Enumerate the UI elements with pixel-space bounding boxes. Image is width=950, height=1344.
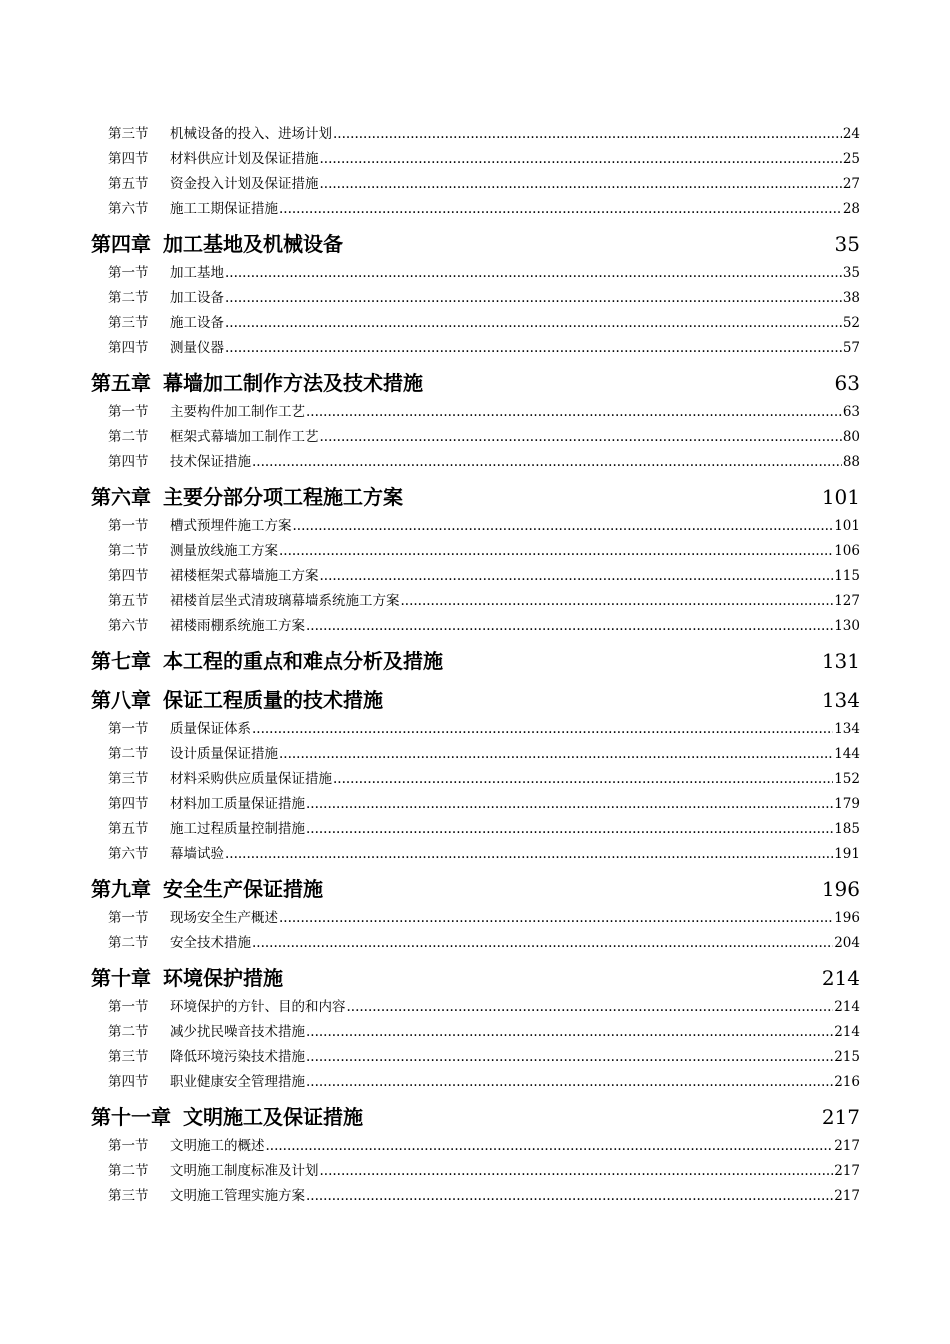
toc-section-entry[interactable] <box>108 516 860 536</box>
dot-leader <box>225 263 842 283</box>
page-number: 216 <box>834 1074 860 1090</box>
dot-leader <box>252 452 842 472</box>
page-number: 127 <box>834 593 860 609</box>
page-number: 214 <box>834 999 860 1015</box>
page-number: 134 <box>821 688 860 712</box>
page-number: 179 <box>834 796 860 812</box>
toc-section-entry[interactable] <box>108 124 860 144</box>
section-number: 第六节 <box>108 201 149 217</box>
toc-section-entry[interactable] <box>108 616 860 636</box>
page-number: 144 <box>834 746 860 762</box>
dot-leader <box>401 591 834 611</box>
section-number: 第四节 <box>108 796 149 812</box>
toc-chapter-entry[interactable] <box>91 875 860 903</box>
toc-section-entry[interactable] <box>108 566 860 586</box>
chapter-title: 主要分部分项工程施工方案 <box>163 485 403 509</box>
section-number: 第五节 <box>108 593 149 609</box>
dot-leader <box>252 719 833 739</box>
page-number: 80 <box>842 429 860 445</box>
toc-chapter-entry[interactable] <box>91 647 860 675</box>
page-number: 106 <box>834 543 860 559</box>
page-number: 196 <box>821 877 860 901</box>
toc-section-entry[interactable] <box>108 908 860 928</box>
section-number: 第三节 <box>108 1049 149 1065</box>
page-number: 52 <box>842 315 860 331</box>
chapter-number: 第十一章 <box>91 1105 171 1129</box>
chapter-title: 安全生产保证措施 <box>163 877 323 901</box>
page-number: 25 <box>842 151 860 167</box>
toc-section-entry[interactable] <box>108 263 860 283</box>
section-title: 文明施工的概述 <box>170 1138 265 1154</box>
dot-leader <box>225 338 842 358</box>
toc-section-entry[interactable] <box>108 769 860 789</box>
section-number: 第二节 <box>108 290 149 306</box>
page-number: 185 <box>834 821 860 837</box>
toc-chapter-entry[interactable] <box>91 483 860 511</box>
page-number: 63 <box>842 404 860 420</box>
dot-leader <box>320 149 842 169</box>
page-number: 101 <box>821 485 860 509</box>
section-number: 第四节 <box>108 454 149 470</box>
toc-section-entry[interactable] <box>108 427 860 447</box>
page-number: 35 <box>834 232 860 256</box>
page-number: 217 <box>834 1138 860 1154</box>
section-title: 设计质量保证措施 <box>170 746 278 762</box>
section-number: 第二节 <box>108 1163 149 1179</box>
section-title: 质量保证体系 <box>170 721 251 737</box>
section-title: 职业健康安全管理措施 <box>170 1074 305 1090</box>
chapter-number: 第七章 <box>91 649 151 673</box>
section-number: 第二节 <box>108 429 149 445</box>
section-title: 裙楼雨棚系统施工方案 <box>170 618 305 634</box>
section-title: 施工工期保证措施 <box>170 201 278 217</box>
toc-section-entry[interactable] <box>108 819 860 839</box>
section-number: 第一节 <box>108 1138 149 1154</box>
page-number: 215 <box>834 1049 860 1065</box>
chapter-number: 第五章 <box>91 371 151 395</box>
section-title: 技术保证措施 <box>170 454 251 470</box>
section-number: 第一节 <box>108 910 149 926</box>
section-title: 资金投入计划及保证措施 <box>170 176 319 192</box>
page-number: 134 <box>834 721 860 737</box>
toc-section-entry[interactable] <box>108 1072 860 1092</box>
section-number: 第一节 <box>108 721 149 737</box>
dot-leader <box>306 616 833 636</box>
dot-leader <box>306 402 842 422</box>
dot-leader <box>279 744 833 764</box>
page-number: 217 <box>834 1188 860 1204</box>
section-number: 第四节 <box>108 151 149 167</box>
chapter-title: 环境保护措施 <box>163 966 283 990</box>
section-number: 第五节 <box>108 821 149 837</box>
dot-leader <box>306 794 833 814</box>
chapter-number: 第六章 <box>91 485 151 509</box>
page-number: 28 <box>842 201 860 217</box>
toc-section-entry[interactable] <box>108 844 860 864</box>
section-title: 施工设备 <box>170 315 224 331</box>
dot-leader <box>225 844 833 864</box>
dot-leader <box>306 1047 833 1067</box>
section-number: 第二节 <box>108 543 149 559</box>
dot-leader <box>333 769 833 789</box>
toc-section-entry[interactable] <box>108 997 860 1017</box>
page-number: 217 <box>834 1163 860 1179</box>
toc-section-entry[interactable] <box>108 1186 860 1206</box>
section-title: 材料供应计划及保证措施 <box>170 151 319 167</box>
toc-section-entry[interactable] <box>108 541 860 561</box>
section-title: 加工设备 <box>170 290 224 306</box>
page-number: 38 <box>842 290 860 306</box>
toc-section-entry[interactable] <box>108 402 860 422</box>
toc-section-entry[interactable] <box>108 591 860 611</box>
page-number: 57 <box>842 340 860 356</box>
section-title: 框架式幕墙加工制作工艺 <box>170 429 319 445</box>
dot-leader <box>306 819 833 839</box>
section-title: 环境保护的方针、目的和内容 <box>170 999 346 1015</box>
section-number: 第一节 <box>108 404 149 420</box>
toc-section-entry[interactable] <box>108 1022 860 1042</box>
section-number: 第一节 <box>108 999 149 1015</box>
page-number: 63 <box>834 371 860 395</box>
page-number: 35 <box>842 265 860 281</box>
section-number: 第三节 <box>108 1188 149 1204</box>
section-number: 第三节 <box>108 126 149 142</box>
toc-chapter-entry[interactable] <box>91 964 860 992</box>
toc-section-entry[interactable] <box>108 744 860 764</box>
toc-chapter-entry[interactable] <box>91 369 860 397</box>
dot-leader <box>320 1161 834 1181</box>
section-number: 第二节 <box>108 935 149 951</box>
dot-leader <box>266 1136 834 1156</box>
dot-leader <box>279 541 833 561</box>
toc-chapter-entry[interactable] <box>91 1103 860 1131</box>
section-title: 测量仪器 <box>170 340 224 356</box>
toc-section-entry[interactable] <box>108 933 860 953</box>
section-number: 第二节 <box>108 1024 149 1040</box>
dot-leader <box>279 199 842 219</box>
section-title: 降低环境污染技术措施 <box>170 1049 305 1065</box>
page-number: 115 <box>834 568 860 584</box>
page-number: 24 <box>842 126 860 142</box>
dot-leader <box>333 124 842 144</box>
page-number: 130 <box>834 618 860 634</box>
section-title: 测量放线施工方案 <box>170 543 278 559</box>
dot-leader <box>320 427 842 447</box>
toc-section-entry[interactable] <box>108 1136 860 1156</box>
chapter-number: 第十章 <box>91 966 151 990</box>
section-title: 材料加工质量保证措施 <box>170 796 305 812</box>
toc-section-entry[interactable] <box>108 338 860 358</box>
section-title: 机械设备的投入、进场计划 <box>170 126 332 142</box>
toc-section-entry[interactable] <box>108 1161 860 1181</box>
toc-section-entry[interactable] <box>108 794 860 814</box>
page-number: 88 <box>842 454 860 470</box>
dot-leader <box>225 288 842 308</box>
page-number: 214 <box>834 1024 860 1040</box>
toc-section-entry[interactable] <box>108 174 860 194</box>
dot-leader <box>225 313 842 333</box>
toc-section-entry[interactable] <box>108 288 860 308</box>
page-number: 101 <box>834 518 860 534</box>
section-title: 材料采购供应质量保证措施 <box>170 771 332 787</box>
chapter-number: 第四章 <box>91 232 151 256</box>
section-title: 幕墙试验 <box>170 846 224 862</box>
section-title: 加工基地 <box>170 265 224 281</box>
page-number: 131 <box>821 649 860 673</box>
page-number: 191 <box>834 846 860 862</box>
dot-leader <box>320 174 842 194</box>
chapter-title: 幕墙加工制作方法及技术措施 <box>163 371 423 395</box>
toc-section-entry[interactable] <box>108 719 860 739</box>
section-number: 第四节 <box>108 568 149 584</box>
chapter-title: 文明施工及保证措施 <box>183 1105 363 1129</box>
toc-chapter-entry[interactable] <box>91 686 860 714</box>
chapter-title: 本工程的重点和难点分析及措施 <box>163 649 443 673</box>
dot-leader <box>306 1022 833 1042</box>
dot-leader <box>347 997 834 1017</box>
section-title: 文明施工制度标准及计划 <box>170 1163 319 1179</box>
section-number: 第六节 <box>108 618 149 634</box>
toc-section-entry[interactable] <box>108 452 860 472</box>
section-number: 第一节 <box>108 265 149 281</box>
section-title: 主要构件加工制作工艺 <box>170 404 305 420</box>
section-title: 安全技术措施 <box>170 935 251 951</box>
chapter-title: 保证工程质量的技术措施 <box>163 688 383 712</box>
page-number: 204 <box>834 935 860 951</box>
section-title: 文明施工管理实施方案 <box>170 1188 305 1204</box>
dot-leader <box>293 516 834 536</box>
toc-section-entry[interactable] <box>108 199 860 219</box>
section-title: 裙楼首层坐式清玻璃幕墙系统施工方案 <box>170 593 400 609</box>
section-title: 施工过程质量控制措施 <box>170 821 305 837</box>
dot-leader <box>306 1072 833 1092</box>
chapter-number: 第九章 <box>91 877 151 901</box>
section-number: 第三节 <box>108 315 149 331</box>
chapter-title: 加工基地及机械设备 <box>163 232 343 256</box>
toc-section-entry[interactable] <box>108 313 860 333</box>
page-number: 217 <box>821 1105 860 1129</box>
dot-leader <box>320 566 834 586</box>
section-title: 槽式预埋件施工方案 <box>170 518 292 534</box>
page-number: 214 <box>821 966 860 990</box>
section-title: 减少扰民噪音技术措施 <box>170 1024 305 1040</box>
page-number: 196 <box>834 910 860 926</box>
section-title: 裙楼框架式幕墙施工方案 <box>170 568 319 584</box>
dot-leader <box>252 933 833 953</box>
chapter-number: 第八章 <box>91 688 151 712</box>
section-number: 第五节 <box>108 176 149 192</box>
dot-leader <box>306 1186 833 1206</box>
section-number: 第一节 <box>108 518 149 534</box>
section-number: 第四节 <box>108 1074 149 1090</box>
page-number: 27 <box>842 176 860 192</box>
section-title: 现场安全生产概述 <box>170 910 278 926</box>
section-number: 第六节 <box>108 846 149 862</box>
toc-chapter-entry[interactable] <box>91 230 860 258</box>
section-number: 第三节 <box>108 771 149 787</box>
dot-leader <box>279 908 833 928</box>
page-number: 152 <box>834 771 860 787</box>
section-number: 第四节 <box>108 340 149 356</box>
toc-section-entry[interactable] <box>108 1047 860 1067</box>
section-number: 第二节 <box>108 746 149 762</box>
toc-section-entry[interactable] <box>108 149 860 169</box>
